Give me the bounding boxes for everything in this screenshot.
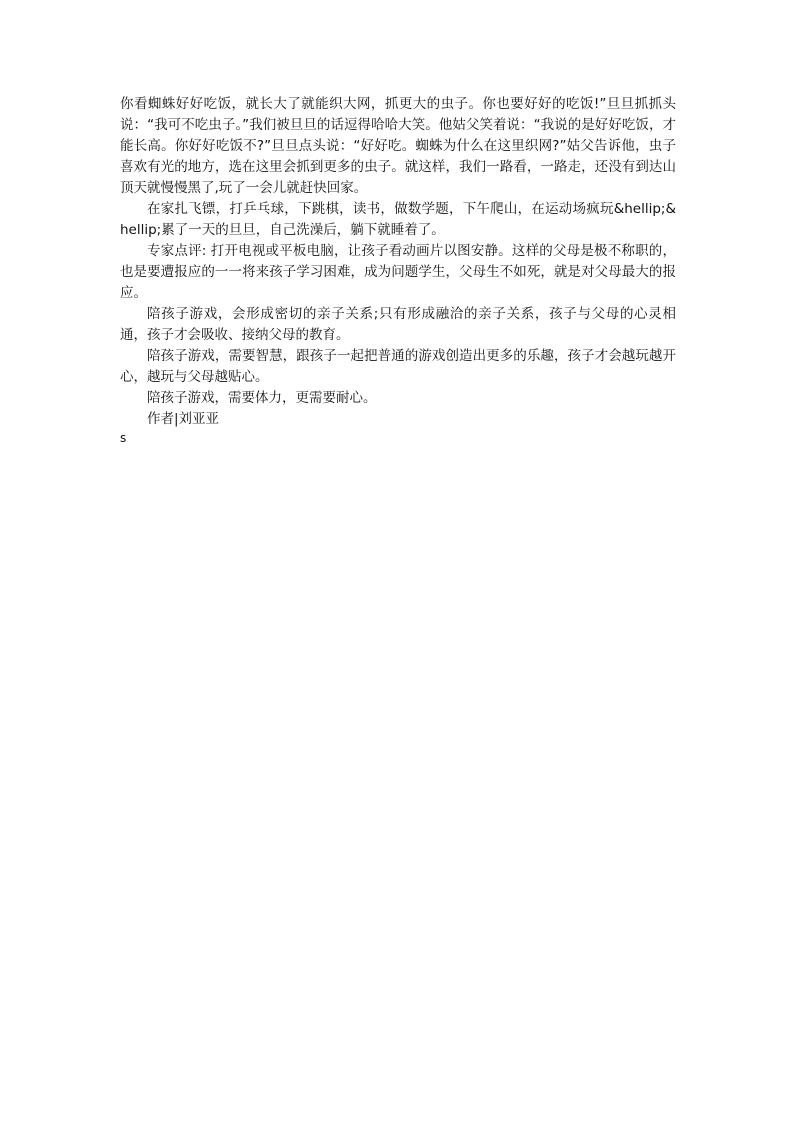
paragraph-wisdom: 陪孩子游戏，需要智慧，跟孩子一起把普通的游戏创造出更多的乐趣，孩子才会越玩越开心，越玩与父母越贴心。	[120, 348, 676, 385]
paragraph-patience: 陪孩子游戏，需要体力，更需要耐心。	[147, 390, 377, 406]
paragraph-home-activities: 在家扎飞镖，打乒乓球，下跳棋，读书，做数学题，下午爬山，在运动场疯玩&hellip;&hellip;累了一天的旦旦，自己洗澡后，躺下就睡着了。	[120, 201, 676, 238]
trailing-character: s	[120, 431, 127, 445]
paragraph-story-continuation: 你看蜘蛛好好吃饭，就长大了就能织大网，抓更大的虫子。你也要好好的吃饭!”旦旦抓抓头说：“我可不吃虫子。”我们被旦旦的话逗得哈哈大笑。他姑父笑着说：“我说的是好好吃饭，才能长高。你好好吃饭不?”旦旦点头说：“好好吃。蜘蛛为什么在这里织网?”姑父告诉他，虫子喜欢有光的地方，选在这里会抓到更多的虫子。就这样，我们一路看，一路走，还没有到达山顶天就慢慢黑了,玩了一会儿就赶快回家。	[120, 96, 676, 196]
paragraph-parent-child-relationship: 陪孩子游戏，会形成密切的亲子关系;只有形成融洽的亲子关系，孩子与父母的心灵相通，孩子才会吸收、接纳父母的教育。	[120, 306, 676, 343]
author-line: 作者|刘亚亚	[147, 411, 220, 427]
document-body	[120, 94, 676, 430]
paragraph-expert-comment: 专家点评: 打开电视或平板电脑，让孩子看动画片以图安静。这样的父母是极不称职的，也是要遭报应的一一将来孩子学习困难，成为问题学生，父母生不如死，就是对父母最大的报应。	[120, 243, 676, 301]
